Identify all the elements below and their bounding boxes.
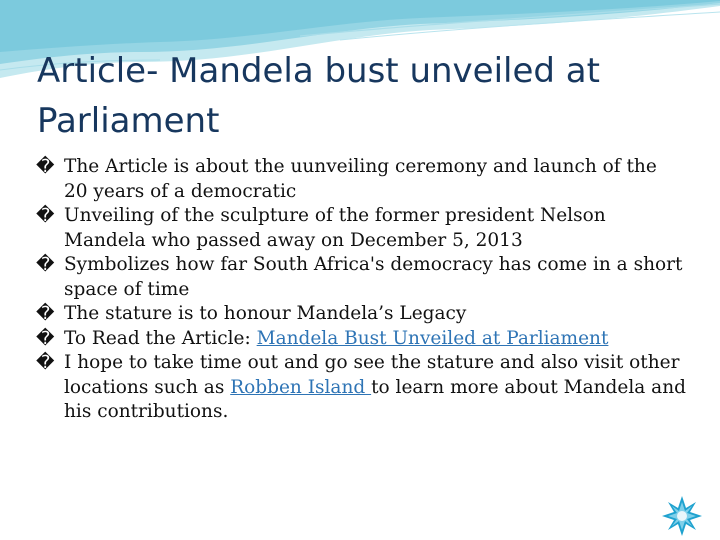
bullet-item: [36, 327, 686, 352]
bullet-item: [36, 302, 686, 327]
bullet-item: [36, 351, 686, 425]
bullet-marker: �: [36, 303, 55, 324]
bullet-marker: �: [36, 254, 55, 275]
bullet-text: I hope to take time out and go see the stature and also visit other locations such as: [64, 352, 680, 398]
bullet-text-after: to learn more about Mandela and his contributions.: [64, 376, 686, 422]
slide-title: Article- Mandela bust unveiled at Parliament: [37, 51, 600, 141]
bullet-item: [36, 253, 686, 302]
bullet-marker: �: [36, 327, 55, 349]
robben-island-link[interactable]: Robben Island: [230, 376, 372, 398]
bullet-text: The stature is to honour Mandela’s Legacy: [64, 303, 467, 324]
bullet-item: [36, 204, 686, 253]
article-link[interactable]: Mandela Bust Unveiled at Parliament: [256, 327, 609, 349]
bullet-text: Symbolizes how far South Africa's democracy has come in a short space of time: [64, 254, 683, 300]
bullet-text: Unveiling of the sculpture of the former president Nelson Mandela who passed away on December 5, 2013: [64, 205, 606, 251]
bullet-marker: �: [36, 205, 55, 226]
bullet-marker: �: [36, 156, 55, 177]
bullet-text: The Article is about the uunveiling ceremony and launch of the 20 years of a democratic: [64, 156, 657, 202]
bullet-marker: �: [36, 352, 55, 373]
bullet-text: To Read the Article:: [64, 327, 257, 349]
star-burst-nav-icon[interactable]: [660, 494, 704, 538]
bullet-list: [36, 155, 686, 425]
bullet-item: [36, 155, 686, 204]
